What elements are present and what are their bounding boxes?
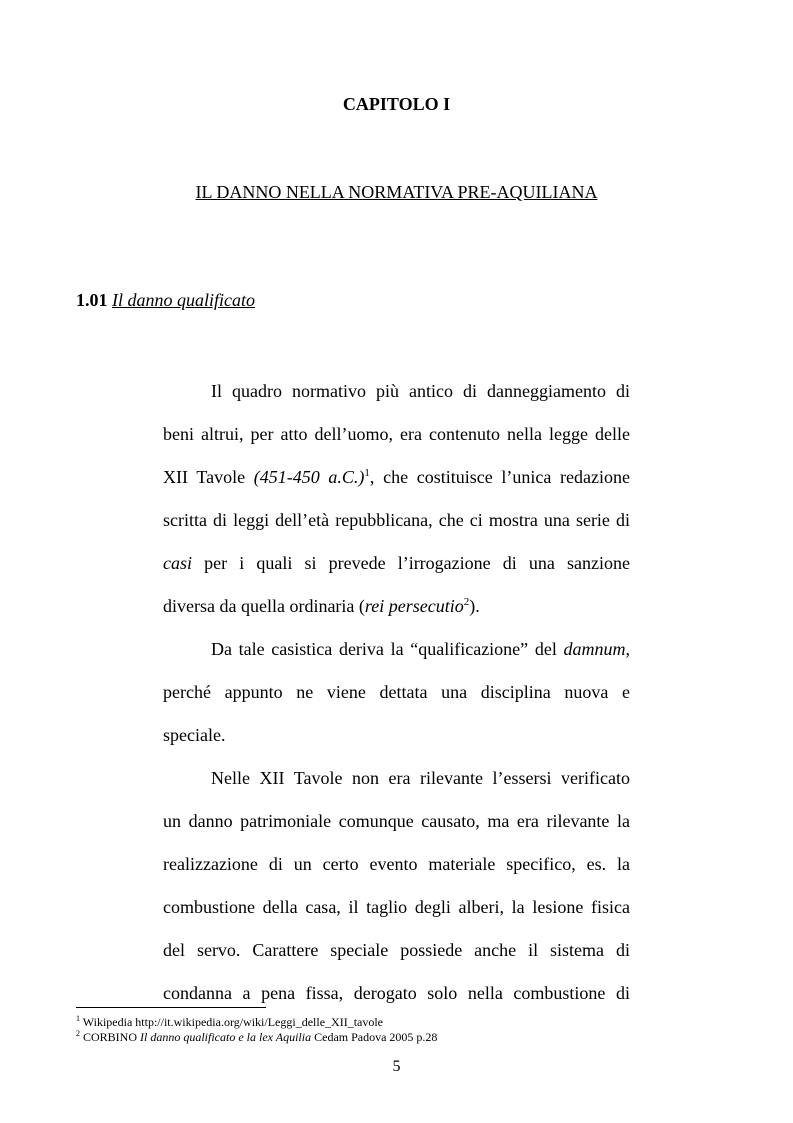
text-span: , <box>625 639 630 659</box>
text-span: diversa da quella ordinaria ( <box>163 596 365 616</box>
text-line: beni altrui, per atto dell’uomo, era contenuto nella legge delle <box>163 424 630 444</box>
text-line: perché appunto ne viene dettata una disciplina nuova e <box>163 682 630 702</box>
rei-persecutio-italic: rei persecutio <box>364 596 464 616</box>
footnote-ref-1: 1 <box>364 467 370 479</box>
footnote-marker: 2 <box>76 1029 80 1038</box>
footnote-marker: 1 <box>76 1014 80 1023</box>
paragraph-2 <box>163 628 630 757</box>
footnote-2 <box>76 1030 437 1045</box>
text-line: Nelle XII Tavole non era rilevante l’essersi verificato <box>211 768 630 788</box>
casi-italic: casi <box>163 553 192 573</box>
text-line: combustione della casa, il taglio degli alberi, la lesione fisica <box>163 897 630 917</box>
date-italic: (451-450 a.C.) <box>253 467 365 487</box>
section-title: Il danno qualificato <box>112 290 255 310</box>
text-span: Da tale casistica deriva la “qualificazione” del <box>211 639 564 659</box>
text-line <box>163 628 630 671</box>
footnote-text: CORBINO <box>80 1030 141 1044</box>
page-number: 5 <box>392 1058 401 1075</box>
text-span: , che costituisce l’unica redazione <box>369 467 630 487</box>
footnote-title-italic: Il danno qualificato e la lex Aquilia <box>140 1030 312 1044</box>
section-number: 1.01 <box>76 290 108 310</box>
text-line <box>163 542 630 585</box>
text-line <box>163 456 630 499</box>
footnote-ref-2: 2 <box>463 596 470 608</box>
damnum-italic: damnum <box>563 639 626 659</box>
footnote-text: Cedam Padova 2005 p.28 <box>311 1030 438 1044</box>
text-span: XII Tavole <box>163 467 254 487</box>
part-title: IL DANNO NELLA NORMATIVA PRE-AQUILIANA <box>195 182 598 202</box>
section-heading <box>76 288 255 312</box>
text-line: realizzazione di un certo evento materiale specifico, es. la <box>163 854 630 874</box>
paragraph-1 <box>163 370 630 628</box>
text-line: del servo. Carattere speciale possiede anche il sistema di <box>163 940 630 960</box>
text-span: ). <box>469 596 480 616</box>
text-line: Il quadro normativo più antico di danneggiamento di <box>211 381 630 401</box>
chapter-title: CAPITOLO I <box>342 94 451 114</box>
footnotes <box>76 1015 437 1045</box>
footnote-text: Wikipedia http://it.wikipedia.org/wiki/Leggi_delle_XII_tavole <box>80 1015 384 1029</box>
text-line: speciale. <box>163 725 226 745</box>
footnote-divider <box>76 1007 266 1008</box>
text-line <box>163 585 630 628</box>
text-line: un danno patrimoniale comunque causato, ma era rilevante la <box>163 811 630 831</box>
text-line: condanna a pena fissa, derogato solo nella combustione di <box>163 983 630 1003</box>
paragraph-3 <box>163 757 630 1015</box>
text-line: scritta di leggi dell’età repubblicana, che ci mostra una serie di <box>163 510 630 530</box>
text-span: per i quali si prevede l’irrogazione di una sanzione <box>192 553 630 573</box>
body-text <box>163 370 630 1015</box>
footnote-1 <box>76 1015 437 1030</box>
